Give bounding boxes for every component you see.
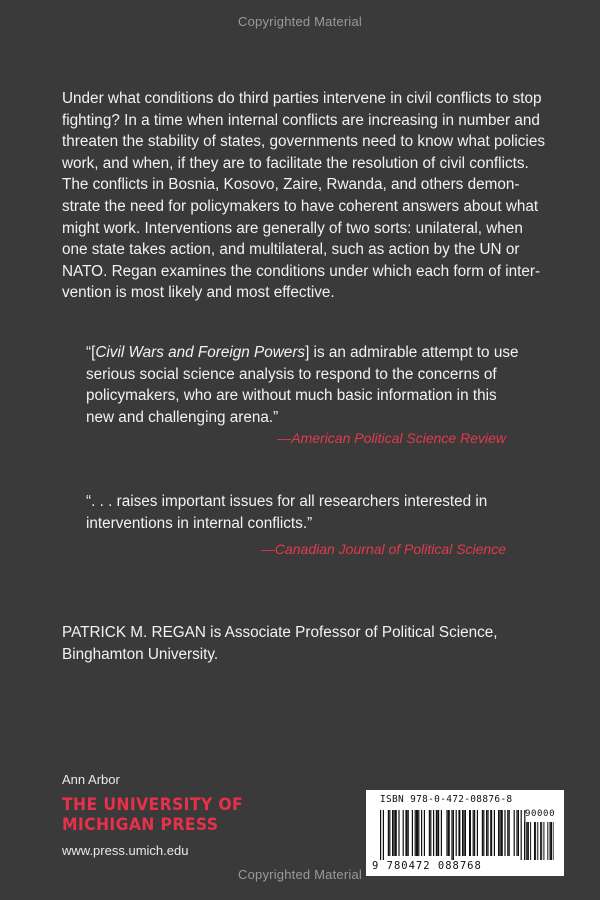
barcode-bar (436, 810, 437, 856)
book-description (62, 88, 545, 304)
barcode-addon-bar (541, 822, 542, 860)
barcode-bar (418, 810, 419, 856)
barcode-bar (474, 810, 475, 856)
publisher-logo-line: MICHIGAN PRESS (62, 815, 219, 835)
barcode-addon-bar (528, 822, 529, 860)
author-bio-line: Binghamton University. (62, 645, 219, 663)
barcode-bar (388, 810, 389, 856)
review-quote-2 (86, 491, 526, 534)
quote-line: “. . . raises important issues for all researchers interested in (86, 493, 488, 510)
barcode-bar (516, 810, 517, 856)
barcode-addon-bar (524, 822, 525, 860)
publisher-logo (62, 795, 243, 835)
barcode-bar (509, 810, 510, 856)
barcode-bar (507, 810, 508, 856)
barcode-bar (389, 810, 390, 856)
quote-line: serious social science analysis to respond to the concerns of (86, 365, 497, 383)
quote-open: “[ (86, 344, 96, 361)
barcode-bar (424, 810, 425, 856)
isbn-barcode (366, 790, 564, 876)
barcode-bar (499, 810, 500, 856)
description-line: vention is most likely and most effective. (62, 284, 335, 302)
barcode-bar (521, 810, 522, 860)
quote-rest: ] is an admirable attempt to use (305, 344, 519, 361)
quote-line: policymakers, who are without much basic information in this (86, 387, 497, 405)
barcode-bar (494, 810, 495, 856)
barcode-bar (412, 810, 413, 856)
barcode-bar (383, 810, 384, 860)
barcode-bar (408, 810, 409, 856)
barcode-bar (514, 810, 515, 856)
barcode-bar (446, 810, 447, 856)
description-line: Under what conditions do third parties intervene in civil conflicts to stop (62, 90, 542, 107)
description-line: work, and when, if they are to facilitate the resolution of civil conflicts. (62, 154, 529, 172)
quote-line: new and challenging arena.” (86, 408, 279, 426)
barcode-bar (473, 810, 474, 856)
barcode-bar (441, 810, 442, 856)
barcode-addon-bar (543, 822, 544, 860)
barcode-bar (405, 810, 407, 856)
author-bio (62, 622, 562, 665)
barcode-addon: 90000 (525, 809, 556, 819)
barcode-bar (421, 810, 422, 856)
barcode-bar (448, 810, 450, 856)
quote-line (86, 342, 526, 364)
description-line: The conflicts in Bosnia, Kosovo, Zaire, Rwanda, and others demon- (62, 176, 520, 194)
barcode-addon-bar (540, 822, 541, 860)
publisher-url: www.press.umich.edu (62, 843, 189, 858)
barcode-bar (416, 810, 418, 856)
barcode-addon-bar (526, 822, 528, 860)
barcode-bar (430, 810, 431, 856)
barcode-bar (518, 810, 519, 856)
barcode-addon-bar (550, 822, 551, 860)
barcode-bar (451, 810, 452, 860)
barcode-bar (462, 810, 463, 856)
description-line: might work. Interventions are generally of two sorts: unilateral, when (62, 219, 523, 237)
barcode-addon-bar (537, 822, 538, 860)
barcode-addon-bar (530, 822, 531, 860)
isbn-number: ISBN 978-0-472-08876-8 (380, 794, 513, 805)
description-line: one state takes action, and multilateral, such as action by the UN or (62, 241, 520, 259)
barcode-bar (403, 810, 404, 856)
barcode-bar (501, 810, 503, 856)
barcode-bar (487, 810, 488, 856)
watermark-top: Copyrighted Material (238, 14, 362, 29)
barcode-bar (453, 810, 454, 860)
barcode-addon-bar (551, 822, 553, 860)
quote-source-1: —American Political Science Review (277, 430, 506, 446)
barcode-bar (415, 810, 416, 856)
quote-source-2: —Canadian Journal of Political Science (260, 541, 506, 557)
review-quote-1 (86, 342, 526, 428)
barcode-bar (393, 810, 394, 856)
publisher-city: Ann Arbor (62, 772, 120, 787)
barcode-bar (463, 810, 464, 856)
barcode-bar (437, 810, 439, 856)
barcode-bar (433, 810, 434, 856)
quoted-book-title: Civil Wars and Foreign Powers (95, 344, 306, 361)
barcode-bar (498, 810, 499, 856)
barcode-bar (490, 810, 492, 856)
barcode-bar (465, 810, 466, 856)
barcode-bar (477, 810, 478, 856)
barcode-addon-bar (547, 822, 548, 860)
publisher-logo-line: THE UNIVERSITY OF (62, 795, 244, 815)
barcode-bar (380, 810, 381, 860)
barcode-addon-bar (535, 822, 536, 860)
watermark-bottom: Copyrighted Material (238, 867, 362, 882)
barcode-bar (398, 810, 399, 856)
barcode-bar (483, 810, 484, 856)
barcode-bar (482, 810, 483, 856)
barcode-bar (469, 810, 471, 856)
barcode-ean: 9 780472 088768 (372, 860, 482, 872)
quote-line: interventions in internal conflicts.” (86, 514, 313, 532)
barcode-addon-bar (553, 822, 554, 860)
description-line: strate the need for policymakers to have coherent answers about what (62, 197, 539, 215)
description-line: fighting? In a time when internal conflicts are increasing in number and (62, 111, 540, 129)
barcode-addon-bar (534, 822, 535, 860)
barcode-bar (395, 810, 397, 856)
barcode-bar (458, 810, 460, 856)
description-line: threaten the stability of states, governments need to know what policies (62, 133, 545, 151)
barcode-bar (486, 810, 487, 856)
author-bio-line: PATRICK M. REGAN is Associate Professor of Political Science, (62, 624, 498, 641)
description-line: NATO. Regan examines the conditions under which each form of inter- (62, 262, 541, 280)
barcode-bar (456, 810, 457, 856)
barcode-bar (504, 810, 505, 856)
barcode-bar (392, 810, 393, 856)
barcode-bar (429, 810, 430, 856)
